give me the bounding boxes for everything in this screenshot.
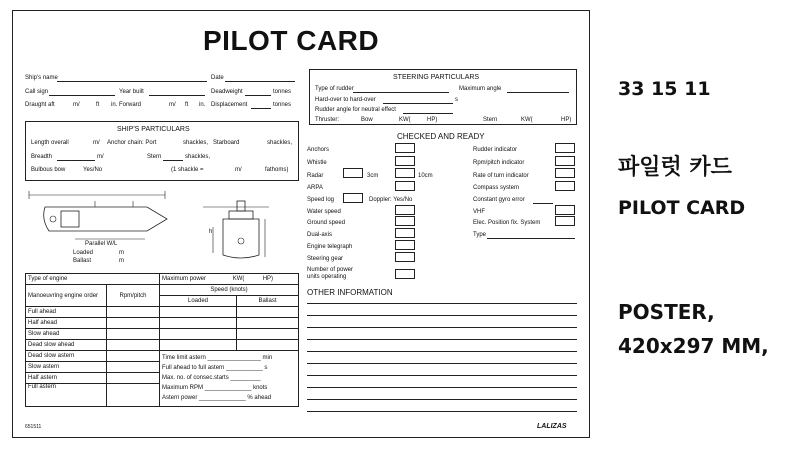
rpm-cell — [107, 373, 160, 384]
order-cell — [26, 362, 107, 373]
loaded-label: Loaded — [187, 298, 209, 304]
check-box[interactable] — [343, 193, 363, 203]
check-box[interactable] — [555, 205, 575, 215]
check-label: Water speed — [307, 209, 341, 215]
loaded-cell — [160, 307, 237, 318]
check-label: Engine telegraph — [307, 244, 353, 250]
maximum-power-cell — [160, 274, 299, 285]
steering-heading: STEERING PARTICULARS — [393, 74, 480, 81]
type-rudder-label: Type of rudder — [315, 86, 354, 92]
rpm-cell — [107, 351, 160, 362]
hard-over-label: Hard-over to hard-over — [315, 97, 376, 103]
ships-name-label: Ship's name — [25, 75, 58, 81]
loaded-cell — [160, 318, 237, 329]
ballast-header — [237, 296, 299, 307]
stern-hp: HP) — [561, 117, 572, 123]
check-box[interactable] — [395, 143, 415, 153]
check-box[interactable] — [555, 181, 575, 191]
ballast-cell — [237, 318, 299, 329]
call-sign-line — [49, 95, 115, 96]
max-rpm-unit: knots — [253, 385, 268, 391]
ballast-cell — [237, 329, 299, 340]
forward-in: in. — [199, 102, 206, 108]
displacement-line — [251, 108, 271, 109]
deadweight-label: Deadweight — [211, 89, 243, 95]
type-of-engine-label: Type of engine — [28, 276, 68, 282]
thruster-label: Thruster: — [315, 117, 340, 123]
type-rudder-line — [353, 92, 449, 93]
year-built-line — [149, 95, 205, 96]
other-info-line — [307, 387, 577, 388]
check-label: Rudder indicator — [473, 147, 518, 153]
breadth-unit: m/ — [97, 154, 104, 160]
check-label: Constant gyro error — [473, 197, 525, 203]
check-box[interactable] — [395, 228, 415, 238]
check-label: Compass system — [473, 185, 520, 191]
table-row — [26, 340, 299, 351]
other-info-line — [307, 399, 577, 400]
table-row — [26, 351, 299, 362]
ships-particulars-heading: SHIP'S PARTICULARS — [117, 126, 190, 133]
other-info-line — [307, 351, 577, 352]
one-shackle-unit: m/ — [235, 167, 242, 173]
length-unit: m/ — [93, 140, 100, 146]
diagram-loaded-unit: m — [119, 250, 124, 256]
other-info-line — [307, 327, 577, 328]
time-limit-unit: min — [262, 355, 273, 361]
speed-header — [160, 285, 299, 296]
hard-over-line — [383, 103, 453, 104]
stern-thruster-label: Stern — [483, 117, 498, 123]
year-built-label: Year built — [119, 89, 144, 95]
rpm-header — [107, 285, 160, 307]
poster-size: 420x297 MM, — [618, 334, 769, 358]
check-label: Dual-axis — [307, 232, 333, 238]
diagram-h-label: h — [209, 229, 213, 235]
draught-aft-in: in. — [111, 102, 118, 108]
check-box[interactable] — [555, 156, 575, 166]
order-cell — [26, 373, 107, 384]
manoeuvring-header — [26, 285, 107, 307]
ballast-cell — [237, 307, 299, 318]
max-angle-label: Maximum angle — [459, 86, 502, 92]
rpm-cell — [107, 307, 160, 318]
rpm-cell — [107, 384, 160, 407]
check-label: VHF — [473, 209, 485, 215]
product-number: 33 15 11 — [618, 78, 711, 100]
pilot-card-poster — [12, 10, 590, 438]
check-label: Number of power units operating — [307, 267, 354, 280]
parallel-wl-label: Parallel W/L — [85, 241, 118, 247]
check-box[interactable] — [395, 216, 415, 226]
check-label: Anchors — [307, 147, 330, 153]
draught-aft-label: Draught aft — [25, 102, 55, 108]
order-label: Full ahead — [28, 309, 57, 315]
check-box[interactable] — [555, 168, 575, 178]
loaded-cell — [160, 329, 237, 340]
other-info-heading: OTHER INFORMATION — [307, 288, 393, 297]
manoeuvring-label: Manoeuvring engine order — [28, 292, 99, 299]
ballast-cell — [237, 340, 299, 351]
card-title: PILOT CARD — [203, 25, 380, 56]
stern-kw: KW( — [521, 117, 533, 123]
draught-aft-m: m/ — [73, 102, 80, 108]
max-power-kw: KW( — [232, 276, 245, 282]
date-line — [225, 81, 295, 82]
engine-table — [25, 273, 299, 407]
bow-hp: HP) — [427, 117, 438, 123]
check-box[interactable] — [395, 269, 415, 279]
bow-label: Bow — [361, 117, 373, 123]
forward-m: m/ — [169, 102, 176, 108]
gyro-error-line — [533, 203, 553, 204]
forward-label: Forward — [119, 102, 142, 108]
order-label: Slow ahead — [28, 331, 60, 337]
forward-ft: ft — [185, 102, 189, 108]
check-label: Speed log — [307, 197, 335, 203]
stern-line — [163, 160, 183, 161]
check-box[interactable] — [395, 240, 415, 250]
diagram-loaded-label: Loaded — [73, 250, 94, 256]
checked-ready-heading: CHECKED AND READY — [397, 132, 485, 141]
date-label: Date — [211, 75, 224, 81]
max-power-hp: HP) — [262, 276, 274, 282]
astern-power-unit: % ahead — [247, 395, 272, 401]
check-box[interactable] — [343, 168, 363, 178]
full-ahead-astern-label: Full ahead to full astern — [162, 365, 225, 371]
displacement-label: Displacement — [211, 102, 248, 108]
fathoms-label: fathoms) — [265, 167, 289, 173]
check-label: Ground speed — [307, 220, 346, 226]
ballast-label: Ballast — [258, 298, 277, 304]
rudder-angle-label: Rudder angle for neutral effect — [315, 107, 396, 113]
order-label: Dead slow astern — [28, 353, 75, 359]
english-title: PILOT CARD — [618, 197, 746, 219]
order-label: Half ahead — [28, 320, 58, 326]
displacement-unit: tonnes — [273, 102, 292, 108]
check-label: Elec. Position fix. System — [473, 220, 541, 226]
check-label: Steering gear — [307, 256, 344, 262]
check-label: Radar — [307, 173, 324, 179]
order-cell — [26, 351, 107, 362]
order-cell — [26, 329, 107, 340]
type-line — [487, 238, 575, 239]
full-ahead-astern-unit: s — [264, 365, 268, 371]
order-cell — [26, 340, 107, 351]
starboard-shackles: shackles, — [267, 140, 293, 146]
type-of-engine-cell — [26, 274, 160, 285]
stern-label: Stern — [147, 154, 162, 160]
bulbous-bow-label: Bulbous bow — [31, 167, 66, 173]
one-shackle-label: (1 shackle = — [171, 167, 204, 173]
radar-3cm: 3cm — [367, 173, 379, 179]
time-limit-label: Time limit astern — [162, 355, 206, 361]
max-rpm-label: Maximum RPM — [162, 385, 204, 391]
brand-logo: LALIZAS — [537, 423, 567, 430]
speed-label: Speed (knots) — [210, 287, 248, 293]
loaded-cell — [160, 340, 237, 351]
rpm-cell — [107, 340, 160, 351]
port-shackles: shackles, — [183, 140, 209, 146]
maximum-power-label: Maximum power — [162, 276, 207, 282]
order-label: Full astern — [28, 384, 57, 390]
check-box[interactable] — [395, 205, 415, 215]
anchor-chain-label: Anchor chain: Port — [107, 140, 157, 146]
check-label: Whistle — [307, 160, 327, 166]
check-box[interactable] — [395, 168, 415, 178]
check-box[interactable] — [555, 143, 575, 153]
rpm-label: Rpm/pitch — [119, 292, 147, 299]
other-info-line — [307, 315, 577, 316]
breadth-line — [57, 160, 95, 161]
stern-shackles: shackles, — [185, 154, 211, 160]
doppler-label: Doppler: Yes/No — [369, 197, 413, 203]
astern-info-cell: Time limit astern ________________ min Full ahead to full astern ___________ s Max. no. of consec.starts _________ Maximum RPM ______________ knots Astern power ______________ % ahead — [160, 351, 299, 407]
korean-title: 파일럿 카드 — [618, 155, 732, 180]
order-label: Half astern — [28, 375, 58, 381]
rpm-cell — [107, 362, 160, 373]
rpm-cell — [107, 318, 160, 329]
other-info-line — [307, 303, 577, 304]
other-info-line — [307, 363, 577, 364]
diagram-ballast-label: Ballast — [73, 258, 92, 264]
length-label: Length overall — [31, 140, 69, 146]
call-sign-label: Call sign — [25, 89, 49, 95]
table-row — [26, 329, 299, 340]
other-info-line — [307, 375, 577, 376]
bulbous-bow-yesno: Yes/No — [83, 167, 103, 173]
astern-power-label: Astern power — [162, 395, 198, 401]
order-cell — [26, 318, 107, 329]
order-label: Dead slow ahead — [28, 342, 75, 348]
breadth-label: Breadth — [31, 154, 53, 160]
check-box[interactable] — [555, 216, 575, 226]
poster-label: POSTER, — [618, 300, 715, 324]
check-box[interactable] — [395, 156, 415, 166]
rudder-angle-line — [403, 113, 453, 114]
rpm-cell — [107, 329, 160, 340]
draught-aft-ft: ft — [96, 102, 100, 108]
deadweight-unit: tonnes — [273, 89, 292, 95]
check-label: ARPA — [307, 185, 323, 191]
hull-side-view-diagram — [25, 185, 175, 245]
loaded-header — [160, 296, 237, 307]
check-label: Type — [473, 232, 487, 238]
max-angle-line — [507, 92, 569, 93]
radar-10cm: 10cm — [418, 173, 433, 179]
table-row — [26, 307, 299, 318]
order-cell — [26, 307, 107, 318]
check-box[interactable] — [395, 181, 415, 191]
table-row — [26, 318, 299, 329]
deadweight-line — [245, 95, 271, 96]
starboard-label: Starboard — [213, 140, 240, 146]
check-box[interactable] — [395, 252, 415, 262]
order-label: Slow astern — [28, 364, 60, 370]
check-label: Rate of turn indicator — [473, 173, 529, 179]
diagram-ballast-unit: m — [119, 258, 124, 264]
max-consec-label: Max. no. of consec.starts — [162, 375, 229, 381]
product-code: 651511 — [25, 424, 42, 430]
hard-over-unit: s — [455, 97, 458, 103]
other-info-line — [307, 339, 577, 340]
other-info-line — [307, 411, 577, 412]
bow-kw: KW( — [399, 117, 411, 123]
ships-name-line — [57, 81, 207, 82]
check-label: Rpm/pitch indicator — [473, 160, 525, 166]
order-cell — [26, 384, 107, 407]
